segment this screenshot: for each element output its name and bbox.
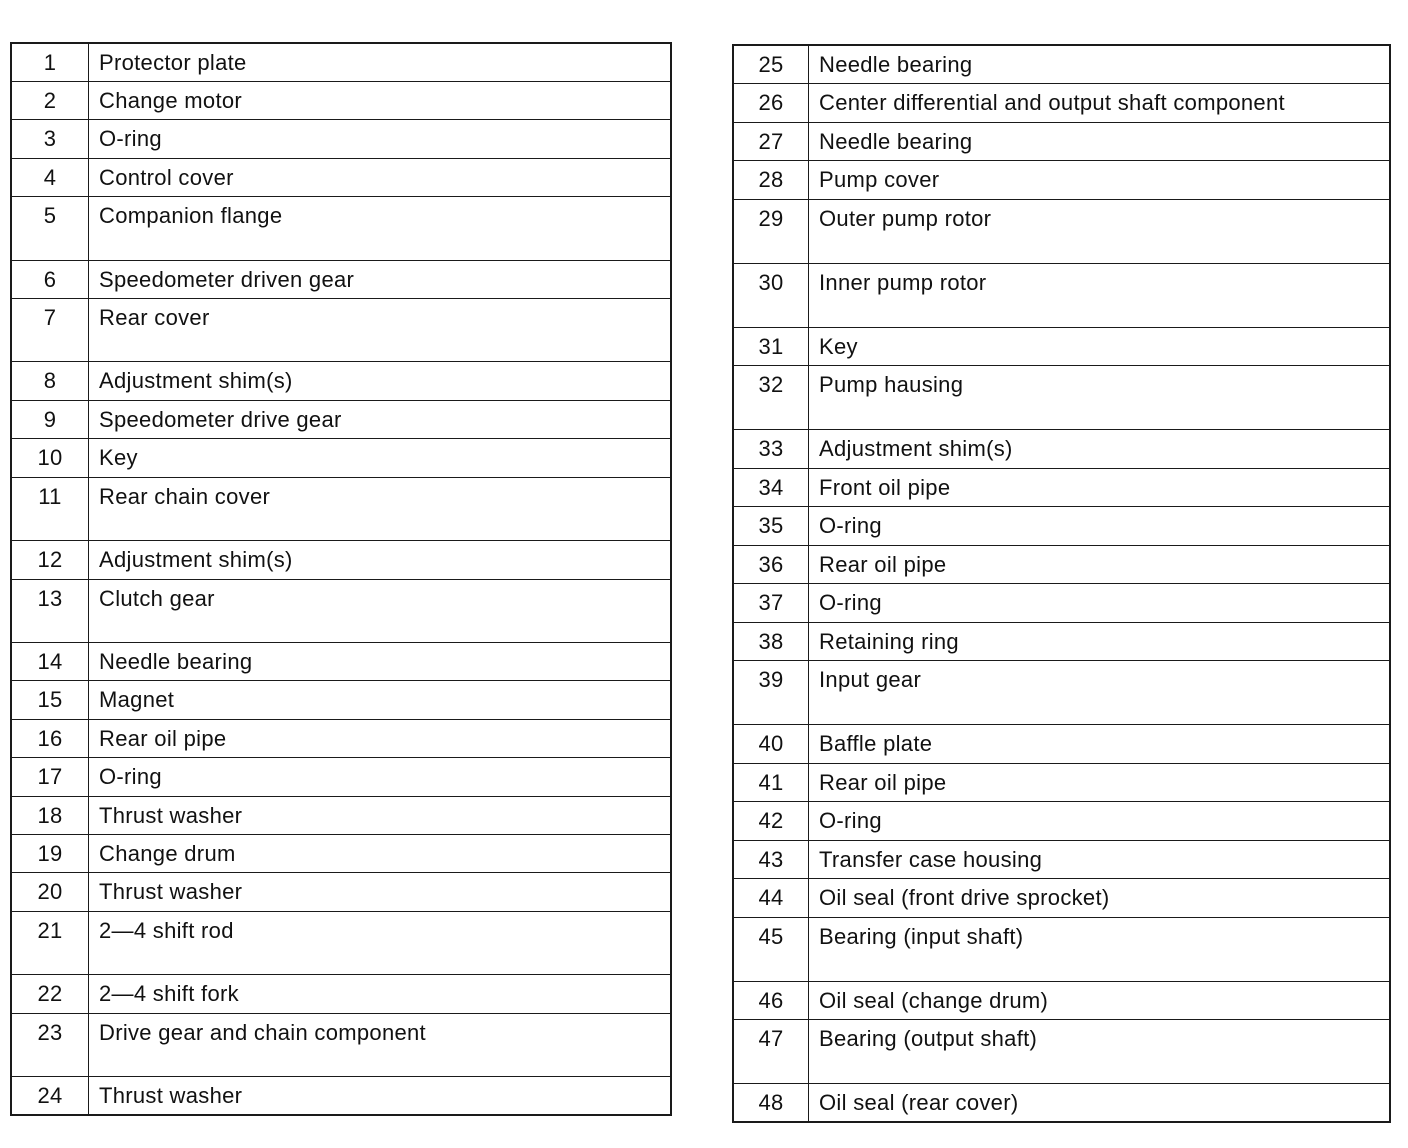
table-row: [733, 840, 1390, 879]
part-number: 1: [11, 43, 89, 81]
part-description: Key: [809, 327, 1391, 366]
part-number: 18: [11, 796, 89, 834]
part-description: O-ring: [809, 802, 1391, 841]
part-description: Bearing (input shaft): [809, 917, 1391, 981]
part-number: 27: [733, 122, 809, 161]
part-number: 44: [733, 879, 809, 918]
part-description: Thrust washer: [89, 796, 672, 834]
table-row: [733, 507, 1390, 546]
table-row: [733, 981, 1390, 1020]
part-description: Rear oil pipe: [89, 719, 672, 757]
part-number: 7: [11, 298, 89, 362]
parts-table-right: [732, 44, 1391, 1123]
table-row: [11, 796, 671, 834]
table-row: [733, 161, 1390, 200]
part-description: Needle bearing: [809, 122, 1391, 161]
table-row: [11, 911, 671, 975]
table-row: [11, 681, 671, 719]
table-row: [733, 84, 1390, 123]
part-description: Speedometer driven gear: [89, 260, 672, 298]
table-row: [733, 917, 1390, 981]
part-description: Input gear: [809, 661, 1391, 725]
table-row: [11, 1077, 671, 1115]
part-number: 16: [11, 719, 89, 757]
part-number: 31: [733, 327, 809, 366]
table-row: [11, 298, 671, 362]
part-number: 10: [11, 439, 89, 477]
part-description: Adjustment shim(s): [89, 362, 672, 400]
part-description: Oil seal (rear cover): [819, 1090, 1019, 1115]
table-row: [11, 400, 671, 438]
parts-table-left: [10, 42, 672, 1116]
part-number: 22: [11, 975, 89, 1013]
part-number: 32: [733, 366, 809, 430]
part-description: O-ring: [89, 758, 672, 796]
part-description: O-ring: [809, 584, 1391, 623]
part-number: 2: [11, 81, 89, 119]
part-description: Magnet: [89, 681, 672, 719]
part-description: Outer pump rotor: [809, 199, 1391, 263]
part-number: 28: [733, 161, 809, 200]
part-description: Inner pump rotor: [809, 263, 1391, 327]
part-number: 19: [11, 834, 89, 872]
table-row: [733, 545, 1390, 584]
table-row: [11, 477, 671, 541]
part-number: 46: [733, 981, 809, 1020]
part-number: 14: [11, 643, 89, 681]
part-number: 25: [733, 45, 809, 84]
part-number: 29: [733, 199, 809, 263]
table-row: [733, 1020, 1390, 1084]
part-number: 23: [11, 1013, 89, 1077]
table-row: [733, 45, 1390, 84]
part-number: 17: [11, 758, 89, 796]
part-description: Drive gear and chain component: [89, 1013, 672, 1077]
part-number: 41: [733, 763, 809, 802]
part-number: 5: [11, 197, 89, 261]
part-number: 38: [733, 622, 809, 661]
table-row: [11, 43, 671, 81]
table-row: [11, 1013, 671, 1077]
part-number: 9: [11, 400, 89, 438]
table-row: [733, 622, 1390, 661]
part-description: Rear oil pipe: [809, 763, 1391, 802]
part-number: 6: [11, 260, 89, 298]
table-row: [733, 199, 1390, 263]
part-description: Speedometer drive gear: [89, 400, 672, 438]
table-row: [733, 468, 1390, 507]
part-number: 11: [11, 477, 89, 541]
part-number: 13: [11, 579, 89, 643]
table-row: [11, 158, 671, 196]
part-number: 45: [733, 917, 809, 981]
table-row: [733, 263, 1390, 327]
part-description: Retaining ring: [809, 622, 1391, 661]
table-row: [11, 758, 671, 796]
table-row: [11, 719, 671, 757]
part-description: Needle bearing: [89, 643, 672, 681]
part-description: Rear chain cover: [89, 477, 672, 541]
table-row: [733, 584, 1390, 623]
table-row: [11, 834, 671, 872]
part-description: 2—4 shift rod: [89, 911, 672, 975]
part-description: Oil seal (front drive sprocket): [809, 879, 1391, 918]
part-description: O-ring: [809, 507, 1391, 546]
part-description: Adjustment shim(s): [809, 430, 1391, 469]
part-description: Pump cover: [809, 161, 1391, 200]
table-row: [11, 975, 671, 1013]
part-number: 39: [733, 661, 809, 725]
part-number: 33: [733, 430, 809, 469]
part-description: Baffle plate: [809, 725, 1391, 764]
part-number: 12: [11, 541, 89, 579]
table-row: [733, 763, 1390, 802]
part-number: 4: [11, 158, 89, 196]
table-row: [11, 873, 671, 911]
part-description: Change motor: [89, 81, 672, 119]
table-row: [11, 643, 671, 681]
part-number: 47: [733, 1020, 809, 1084]
part-description: Pump hausing: [809, 366, 1391, 430]
part-description: Center differential and output shaft component: [809, 84, 1391, 123]
part-description: Needle bearing: [809, 45, 1391, 84]
part-number: 15: [11, 681, 89, 719]
part-number: 26: [733, 84, 809, 123]
part-description: Change drum: [89, 834, 672, 872]
part-number: 24: [11, 1077, 89, 1115]
part-number: 34: [733, 468, 809, 507]
part-number: 37: [733, 584, 809, 623]
table-row: [11, 260, 671, 298]
part-description: Transfer case housing: [809, 840, 1391, 879]
table-row: [733, 366, 1390, 430]
part-description: Oil seal (change drum): [809, 981, 1391, 1020]
table-row: [11, 541, 671, 579]
parts-table-right-body: [733, 45, 1390, 1122]
table-row: [733, 879, 1390, 918]
part-number: 8: [11, 362, 89, 400]
part-description: Front oil pipe: [809, 468, 1391, 507]
table-row: [11, 579, 671, 643]
part-description: Clutch gear: [89, 579, 672, 643]
table-row: [11, 197, 671, 261]
table-row: [733, 802, 1390, 841]
part-description: Bearing (output shaft): [809, 1020, 1391, 1084]
table-row: [11, 81, 671, 119]
part-description: Control cover: [89, 158, 672, 196]
table-row: [11, 120, 671, 158]
part-number: 48: [733, 1084, 809, 1123]
part-description: 2—4 shift fork: [89, 975, 672, 1013]
part-number: 42: [733, 802, 809, 841]
part-description: Rear oil pipe: [809, 545, 1391, 584]
table-row: [733, 122, 1390, 161]
table-row: [733, 430, 1390, 469]
table-row: [11, 362, 671, 400]
part-description: Thrust washer: [99, 1083, 243, 1109]
parts-table-left-body: [11, 43, 671, 1115]
part-number: 20: [11, 873, 89, 911]
part-description: Thrust washer: [89, 873, 672, 911]
part-description: Key: [89, 439, 672, 477]
table-row: [733, 327, 1390, 366]
part-description: O-ring: [89, 120, 672, 158]
table-row: [733, 1084, 1390, 1123]
part-number: 3: [11, 120, 89, 158]
table-row: [733, 725, 1390, 764]
part-description: Rear cover: [89, 298, 672, 362]
part-description: Companion flange: [89, 197, 672, 261]
part-number: 40: [733, 725, 809, 764]
part-number: 21: [11, 911, 89, 975]
part-number: 36: [733, 545, 809, 584]
table-row: [733, 661, 1390, 725]
table-row: [11, 439, 671, 477]
part-number: 35: [733, 507, 809, 546]
part-description: Protector plate: [89, 43, 672, 81]
part-number: 43: [733, 840, 809, 879]
part-description: Adjustment shim(s): [89, 541, 672, 579]
part-number: 30: [733, 263, 809, 327]
